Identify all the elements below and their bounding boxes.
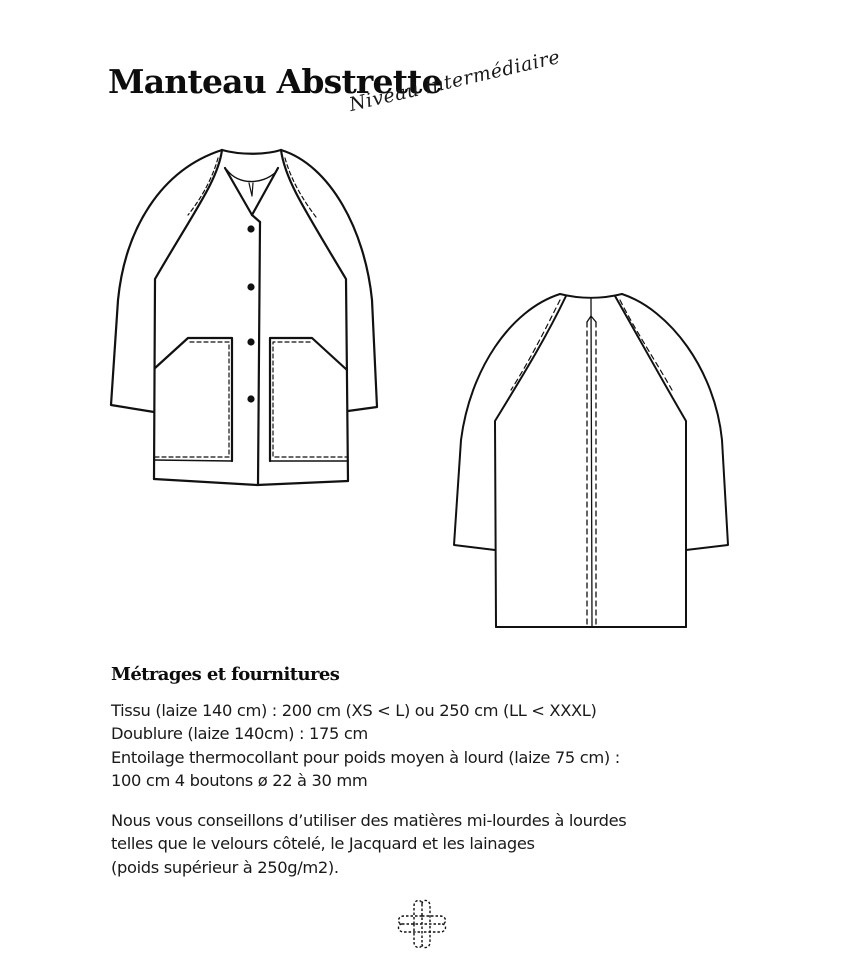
advice-line-3: (poids supérieur à 250g/m2). [111, 857, 339, 877]
front-coat-drawing [111, 150, 377, 485]
back-right-raglan-stitching [620, 300, 672, 390]
right-pocket [270, 338, 347, 461]
front-left-lapel [225, 168, 260, 222]
supplies-line-fabric: Tissu (laize 140 cm) : 200 cm (XS < L) ou 250 cm (LL < XXXL) [111, 701, 597, 720]
supplies-line-interfacing: Entoilage thermocollant pour poids moyen à lourd (laize 75 cm) : [111, 747, 620, 767]
supplies-line-lining: Doublure (laize 140cm) : 175 cm [111, 724, 368, 744]
difficulty-level: Niveau intermédiaire [347, 46, 563, 116]
center-back-seam [591, 299, 592, 627]
button-3 [247, 338, 254, 345]
front-left-sleeve [111, 150, 222, 412]
front-right-lapel [252, 168, 278, 215]
dashed-clover-logo-icon [394, 896, 450, 952]
back-right-raglan-seam [615, 296, 686, 627]
button-1 [247, 225, 254, 232]
back-neckline [560, 294, 622, 298]
back-left-raglan-stitching [511, 300, 560, 390]
back-coat-drawing [454, 294, 728, 627]
neck-tie [249, 183, 253, 196]
advice-line-1: Nous vous conseillons d’utiliser des matières mi-lourdes à lourdes [111, 811, 627, 830]
front-hem [154, 479, 348, 485]
front-right-sleeve [281, 150, 377, 411]
center-front-edge [258, 222, 260, 485]
supplies-list [111, 699, 620, 792]
left-raglan-stitching [188, 158, 218, 215]
inner-neckline [227, 170, 276, 182]
supplies-heading: Métrages et fournitures [111, 664, 340, 685]
page-title: Manteau Abstrette [108, 62, 442, 101]
button-2 [247, 283, 254, 290]
front-buttons [247, 225, 254, 402]
left-pocket [155, 338, 232, 461]
fabric-advice [111, 809, 626, 879]
advice-line-2: telles que le velours côtelé, le Jacquard et les lainages [111, 834, 535, 854]
hem-band [154, 460, 348, 461]
front-right-raglan-seam [281, 150, 348, 481]
front-back-neckline [222, 150, 281, 154]
supplies-line-buttons: 100 cm 4 boutons ø 22 à 30 mm [111, 770, 368, 790]
button-4 [247, 395, 254, 402]
front-left-raglan-seam [154, 150, 222, 479]
back-left-raglan-seam [495, 296, 566, 627]
